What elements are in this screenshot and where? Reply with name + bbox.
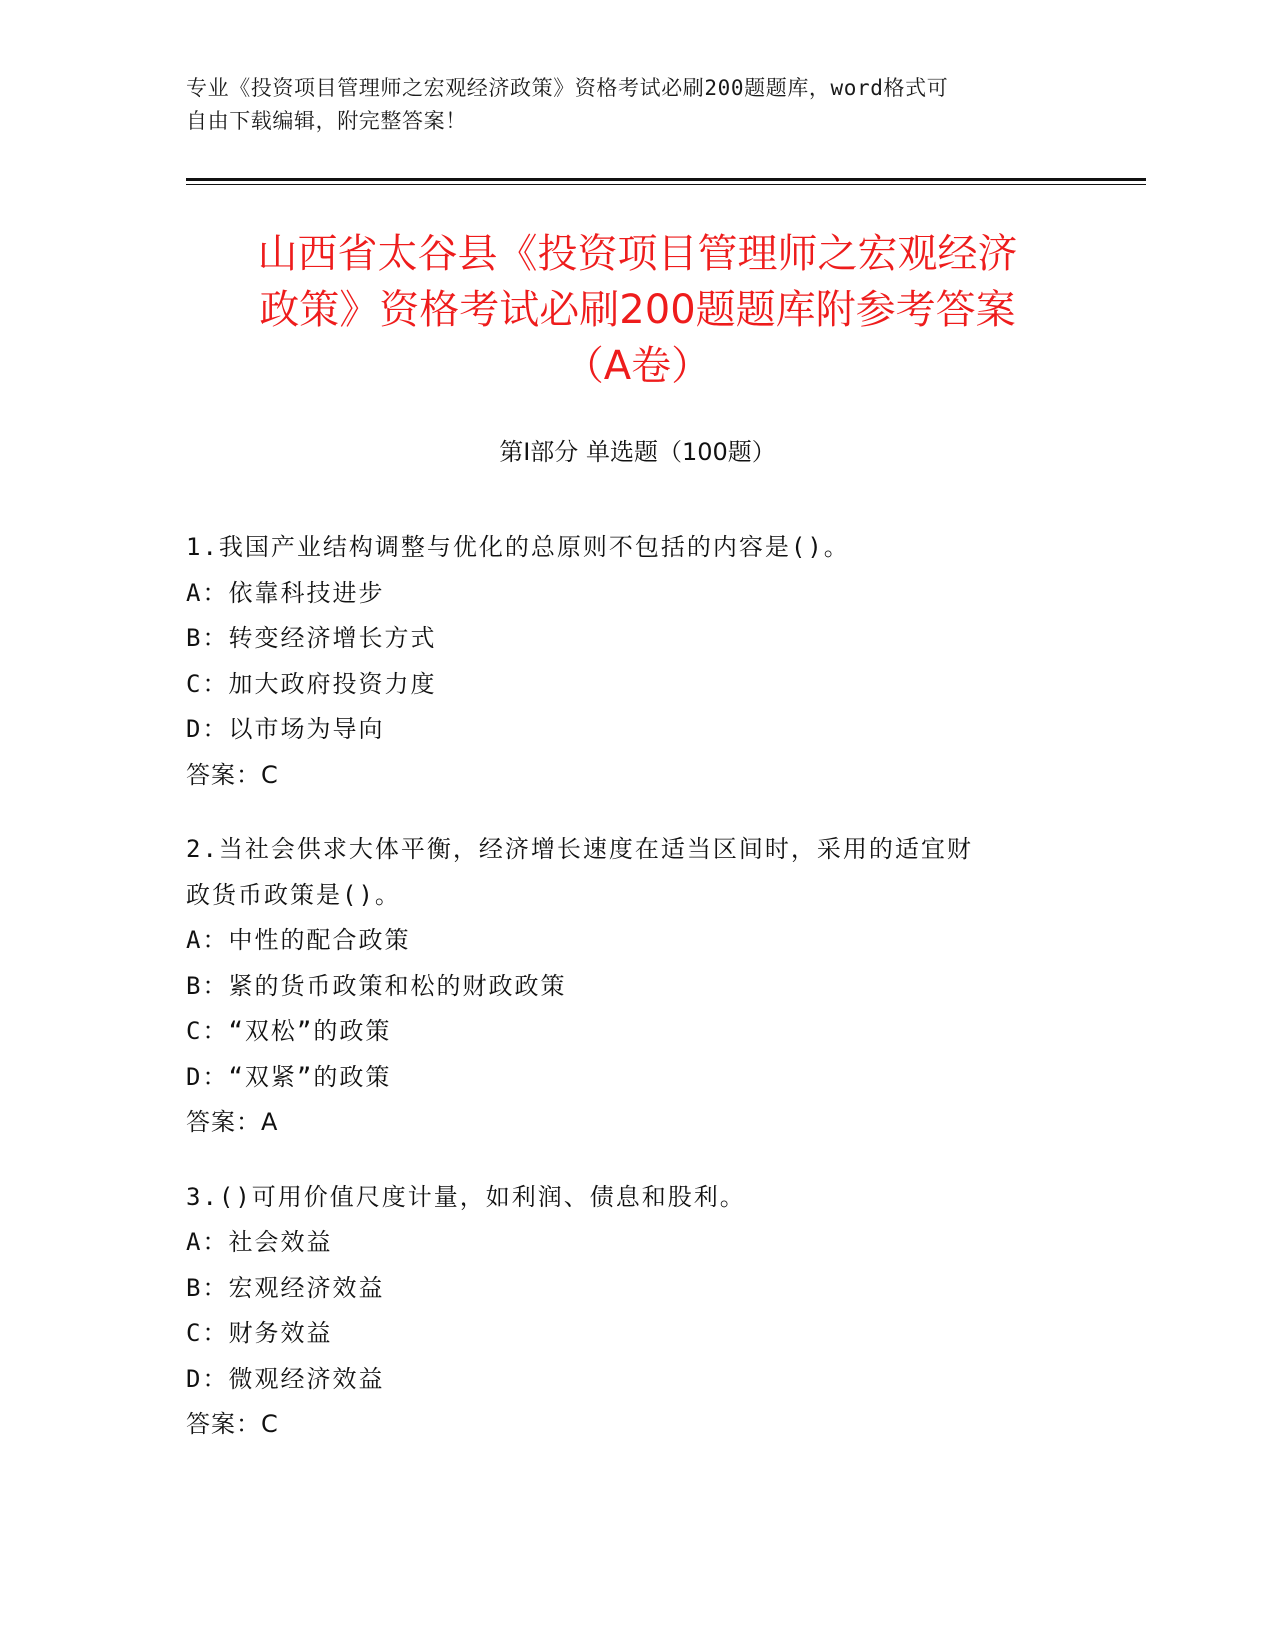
header-note-line-1: 专业《投资项目管理师之宏观经济政策》资格考试必刷200题题库，word格式可 — [186, 76, 949, 100]
question-stem: 1.我国产业结构调整与优化的总原则不包括的内容是()。 — [186, 533, 850, 561]
option-d: D：微观经济效益 — [186, 1364, 385, 1393]
section-title: 第Ⅰ部分 单选题（100题） — [499, 438, 776, 466]
option-b: B：转变经济增长方式 — [186, 624, 437, 652]
document-title-line-2: 政策》资格考试必刷200题题库附参考答案 — [259, 287, 1016, 333]
option-a: A：社会效益 — [186, 1228, 333, 1256]
option-a: A：依靠科技进步 — [186, 578, 385, 607]
option-c: C：“双松”的政策 — [186, 1017, 392, 1045]
document-title-line-1: 山西省太谷县《投资项目管理师之宏观经济 — [257, 231, 1018, 277]
header-divider-thin — [186, 184, 1146, 185]
question-2 — [186, 827, 1086, 1146]
option-a: A：中性的配合政策 — [186, 926, 411, 954]
answer-line: 答案：C — [186, 1410, 279, 1438]
option-b: B：紧的货币政策和松的财政政策 — [186, 971, 567, 1000]
question-stem: 2.当社会供求大体平衡，经济增长速度在适当区间时，采用的适宜财 — [186, 835, 973, 863]
header-note-line-2: 自由下载编辑，附完整答案！ — [186, 109, 467, 133]
option-d: D：以市场为导向 — [186, 715, 385, 743]
question-list — [186, 525, 1086, 1477]
question-stem-continued: 政货币政策是()。 — [186, 880, 401, 909]
answer-line: 答案：C — [186, 760, 279, 789]
document-title-line-3: （A卷） — [563, 343, 712, 389]
question-1 — [186, 525, 1086, 798]
header-divider-thick — [186, 178, 1146, 181]
option-d: D：“双紧”的政策 — [186, 1062, 392, 1091]
document-title — [150, 226, 1125, 394]
option-b: B：宏观经济效益 — [186, 1273, 385, 1302]
answer-line: 答案：A — [186, 1108, 279, 1136]
header-note — [186, 72, 1076, 138]
question-3 — [186, 1175, 1086, 1448]
option-c: C：加大政府投资力度 — [186, 669, 437, 698]
question-stem: 3.()可用价值尺度计量，如利润、债息和股利。 — [186, 1182, 746, 1211]
option-c: C：财务效益 — [186, 1319, 333, 1347]
